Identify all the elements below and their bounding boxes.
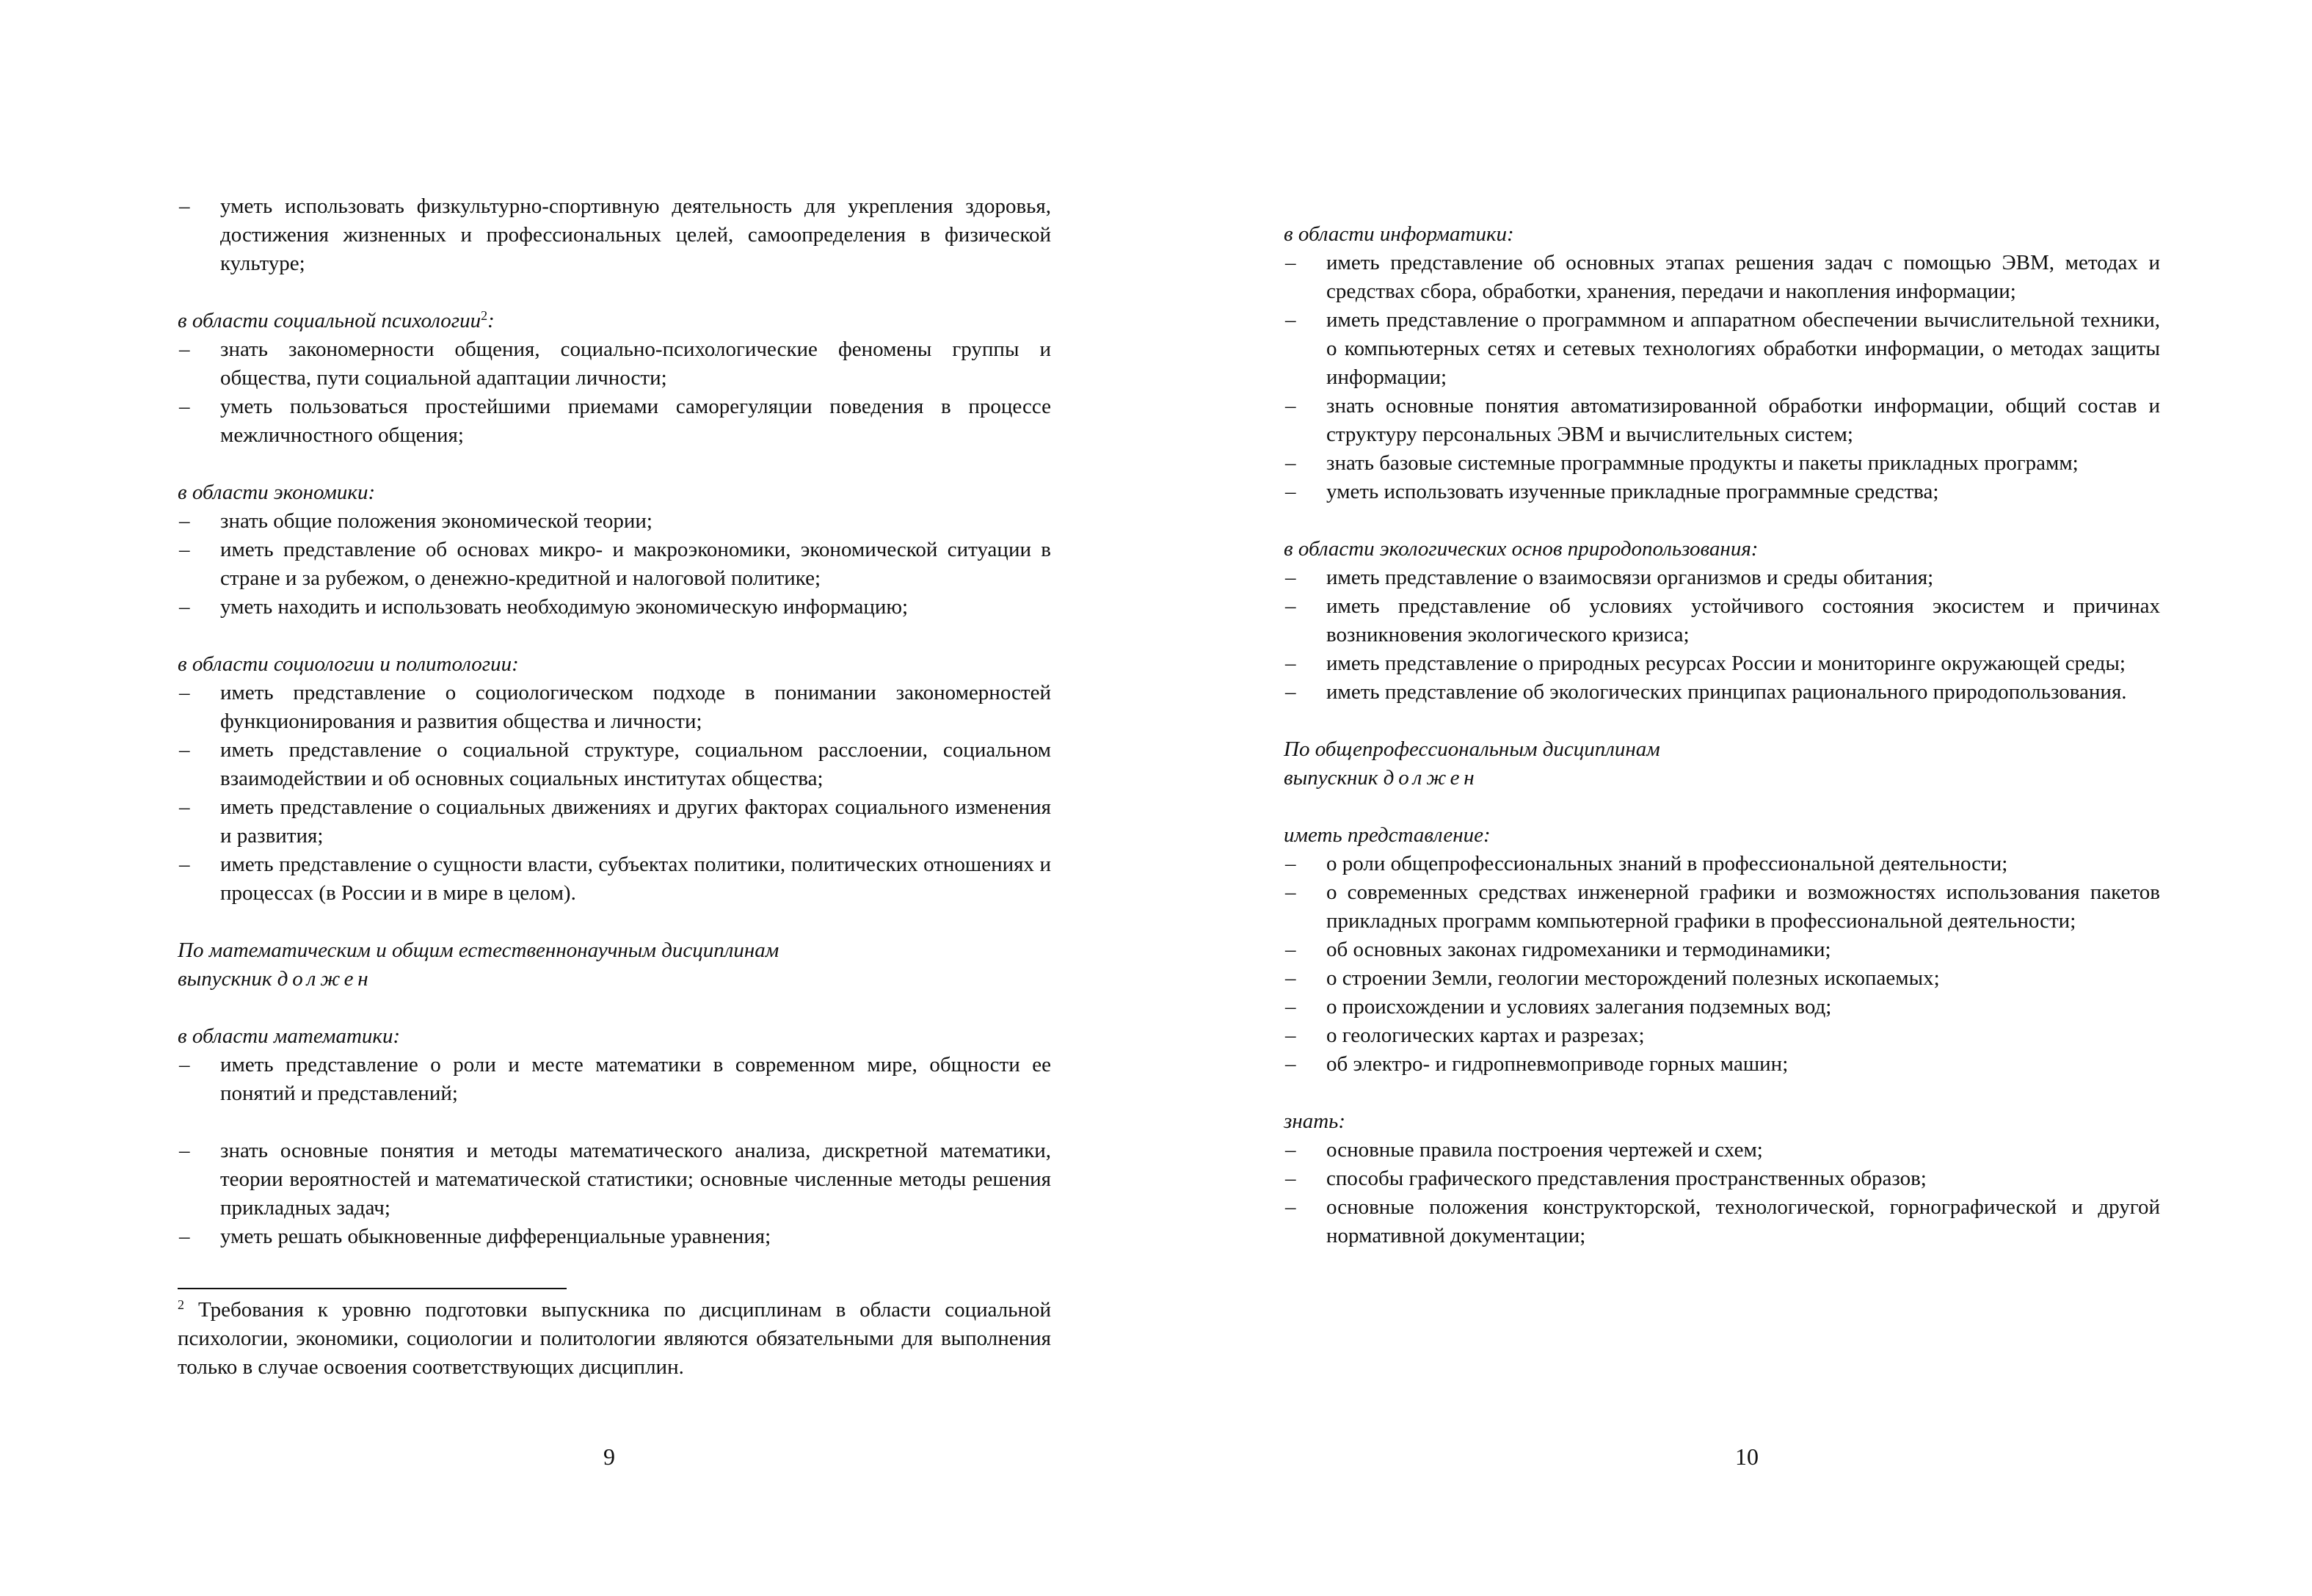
heading-text: в области социальной психологии (178, 309, 481, 332)
list-item: – знать закономерности общения, социально-психологические феномены группы и общества, пути социальной адаптации личности; (178, 335, 1051, 393)
section-economics (178, 478, 1051, 622)
footnote (178, 1296, 1051, 1382)
list-informatics (1284, 249, 2160, 506)
blank-line (178, 1108, 1051, 1137)
list-item: – уметь решать обыкновенные дифференциальные уравнения; (178, 1222, 1051, 1251)
list-item: – способы графического представления пространственных образов; (1284, 1165, 2160, 1193)
list-item: – знать основные понятия и методы математического анализа, дискретной математики, теории вероятностей и математической статистики; основные численные методы решения прикладных задач; (178, 1137, 1051, 1222)
section-physical-culture (178, 192, 1051, 278)
list-item: – иметь представление о взаимосвязи организмов и среды обитания; (1284, 564, 2160, 592)
section-heading: иметь представление: (1284, 823, 1491, 847)
section-heading: в области информатики: (1284, 222, 1514, 246)
section-sociology (178, 650, 1051, 908)
footnote-mark: 2 (178, 1297, 184, 1312)
list-item: – иметь представление о социологическом подходе в понимании закономерностей функционирования и развития общества и личности; (178, 679, 1051, 736)
list-item: – уметь использовать физкультурно-спортивную деятельность для укрепления здоровья, достижения жизненных и профессиональных целей, самоопределения в физической культуре; (178, 192, 1051, 278)
section-heading: в области социологии и политологии: (178, 652, 519, 676)
list-item: – об электро- и гидропневмоприводе горных машин; (1284, 1050, 2160, 1079)
list-item: – иметь представление о социальных движениях и других факторах социального изменения и развития; (178, 793, 1051, 850)
list-item: – иметь представление об основах микро- и макроэкономики, экономической ситуации в стране и за рубежом, о денежно-кредитной и налоговой политике; (178, 536, 1051, 593)
list-have-idea (1284, 850, 2160, 1079)
left-page-content (178, 192, 1051, 1280)
list-know (1284, 1136, 2160, 1250)
list-item: – уметь пользоваться простейшими приемами саморегуляции поведения в процессе межличностного общения; (178, 393, 1051, 450)
list-item: – иметь представление об экологических принципах рационального природопользования. (1284, 678, 2160, 707)
list-sociology (178, 679, 1051, 908)
list-mathematics-a (178, 1051, 1051, 1108)
list-physical-culture (178, 192, 1051, 278)
footnote-reference: 2 (481, 308, 488, 323)
list-item: – о современных средствах инженерной графики и возможностях использования пакетов прикладных программ компьютерной графики в профессиональной деятельности; (1284, 878, 2160, 936)
list-item: – иметь представление о социальной структуре, социальном расслоении, социальном взаимодействии и об основных социальных институтах общества; (178, 736, 1051, 793)
section-title: По математическим и общим естественнонаучным дисциплинам (178, 939, 779, 962)
list-item: – о строении Земли, геологии месторождений полезных ископаемых; (1284, 964, 2160, 993)
section-subtitle (1284, 764, 2160, 792)
section-informatics (1284, 220, 2160, 506)
list-item: – знать общие положения экономической теории; (178, 507, 1051, 536)
subtitle-prefix: выпускник (1284, 766, 1384, 790)
section-have-idea (1284, 821, 2160, 1079)
list-item: – основные положения конструкторской, технологической, горнографической и другой нормативной документации; (1284, 1193, 2160, 1250)
section-title: По общепрофессиональным дисциплинам (1284, 737, 1660, 761)
list-item: – иметь представление о сущности власти, субъектах политики, политических отношениях и процессах (в России и в мире в целом). (178, 850, 1051, 908)
section-heading: в области экономики: (178, 481, 376, 504)
section-know (1284, 1107, 2160, 1250)
section-heading: в области математики: (178, 1024, 401, 1048)
section-general-prof-title (1284, 735, 2160, 792)
list-item: – знать базовые системные программные продукты и пакеты прикладных программ; (1284, 449, 2160, 478)
list-economics (178, 507, 1051, 622)
list-item: – о происхождении и условиях залегания подземных вод; (1284, 993, 2160, 1021)
list-item: – иметь представление о природных ресурсах России и мониторинге окружающей среды; (1284, 649, 2160, 678)
heading-suffix: : (487, 309, 495, 332)
section-math-sciences-title (178, 936, 1051, 994)
section-subtitle (178, 965, 1051, 994)
section-mathematics (178, 1022, 1051, 1251)
list-mathematics-b (178, 1137, 1051, 1251)
list-ecology (1284, 564, 2160, 707)
right-page-content (1284, 220, 2160, 1279)
list-item: – уметь использовать изученные прикладные программные средства; (1284, 478, 2160, 506)
footnote-separator (178, 1288, 567, 1289)
subtitle-spaced-word: должен (277, 967, 373, 991)
subtitle-spaced-word: должен (1383, 766, 1479, 790)
section-heading: в области экологических основ природопользования: (1284, 537, 1759, 561)
list-item: – иметь представление об условиях устойчивого состояния экосистем и причинах возникновения экологического кризиса; (1284, 592, 2160, 649)
footnote-text: Требования к уровню подготовки выпускника по дисциплинам в области социальной психологии, экономики, социологии и политологии являются обязательными для выполнения только в случае освоения соответствующих дисциплин. (178, 1298, 1051, 1379)
list-item: – об основных законах гидромеханики и термодинамики; (1284, 936, 2160, 964)
section-heading (178, 307, 1051, 335)
list-item: – иметь представление о роли и месте математики в современном мире, общности ее понятий и представлений; (178, 1051, 1051, 1108)
section-heading: знать: (1284, 1109, 1345, 1133)
list-item: – уметь находить и использовать необходимую экономическую информацию; (178, 593, 1051, 622)
list-social-psychology (178, 335, 1051, 450)
right-page (1156, 0, 2312, 1596)
list-item: – о геологических картах и разрезах; (1284, 1021, 2160, 1050)
list-item: – иметь представление о программном и аппаратном обеспечении вычислительной техники, о компьютерных сетях и сетевых технологиях обработки информации, о методах защиты информации; (1284, 306, 2160, 392)
list-item: – о роли общепрофессиональных знаний в профессиональной деятельности; (1284, 850, 2160, 878)
page-number: 10 (1735, 1443, 1759, 1470)
list-item: – знать основные понятия автоматизированной обработки информации, общий состав и структуру персональных ЭВМ и вычислительных систем; (1284, 392, 2160, 449)
list-item: – иметь представление об основных этапах решения задач с помощью ЭВМ, методах и средствах сбора, обработки, хранения, передачи и накопления информации; (1284, 249, 2160, 306)
subtitle-prefix: выпускник (178, 967, 277, 991)
section-social-psychology (178, 307, 1051, 450)
section-ecology (1284, 535, 2160, 707)
page-number: 9 (603, 1443, 615, 1470)
list-item: – основные правила построения чертежей и схем; (1284, 1136, 2160, 1165)
